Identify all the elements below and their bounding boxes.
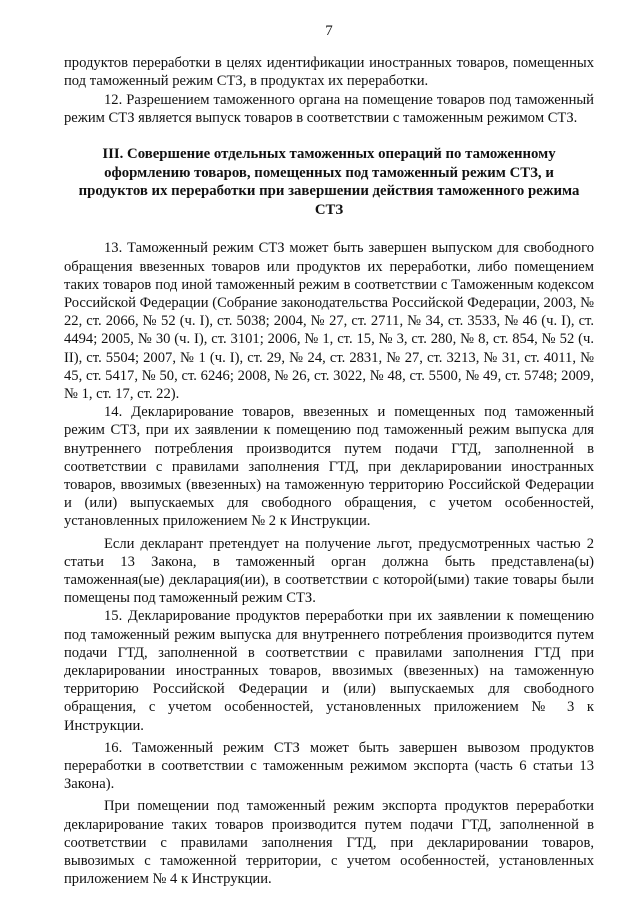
paragraph-continuation: продуктов переработки в целях идентификации иностранных товаров, помещенных под таможенный режим СТЗ, в продуктах их переработки. xyxy=(64,55,594,90)
paragraph-16: 16. Таможенный режим СТЗ может быть завершен вывозом продуктов переработки в соответствии с таможенным режимом экспорта (часть 6 статьи 13 Закона). xyxy=(64,739,594,793)
paragraph-13: 13. Таможенный режим СТЗ может быть завершен выпуском для свободного обращения ввезенных товаров или продуктов их переработки, либо помещением таких товаров под иной таможенный режим в соответствии с Таможенным кодексом Российской Федерации (Собрание законодательства Российской Федерации, 2003, № 22, ст. 2066, № 52 (ч. I), ст. 5038; 2004, № 27, ст. 2711, № 34, ст. 3533, № 46 (ч. I), ст. 4494; 2005, № 30 (ч. I), ст. 3101; 2006, № 1, ст. 15, № 3, ст. 280, № 8, ст. 854, № 52 (ч. II), ст. 5504; 2007, № 1 (ч. I), ст. 29, № 24, ст. 2831, № 27, ст. 3213, № 31, ст. 4011, № 45, ст. 5417, № 50, ст. 6246; 2008, № 26, ст. 3022, № 48, ст. 5500, № 49, ст. 5748; 2009, № 1, ст. 17, ст. 22). xyxy=(64,240,594,403)
page-number: 7 xyxy=(325,23,333,39)
document-page xyxy=(64,22,594,889)
section-heading: III. Совершение отдельных таможенных операций по таможенному оформлению товаров, помещенных под таможенный режим СТЗ, и продуктов их переработки при завершении действия таможенного режима СТЗ xyxy=(78,146,580,218)
paragraph-16-export: При помещении под таможенный режим экспорта продуктов переработки декларирование таких товаров производится путем подачи ГТД, заполненной в соответствии с правилами заполнения ГТД, при декларировании товаров, вывозимых с таможенной территории, с учетом особенностей, установленных приложением № 4 к Инструкции. xyxy=(64,798,594,888)
paragraph-14: 14. Декларирование товаров, ввезенных и помещенных под таможенный режим СТЗ, при их заявлении к помещению под таможенный режим выпуска для внутреннего потребления производится путем подачи ГТД, заполненной в соответствии с правилами заполнения ГТД, при декларировании иностранных товаров, ввозимых (ввезенных) на таможенную территорию Российской Федерации и (или) выпускаемых для свободного обращения, с учетом особенностей, установленных приложением № 2 к Инструкции. xyxy=(64,404,594,530)
paragraph-14-benefits: Если декларант претендует на получение льгот, предусмотренных частью 2 статьи 13 Закона, в таможенный орган должна быть представлена(ы) таможенная(ые) декларация(ии), в соответствии с которой(ыми) такие товары были помещены под таможенный режим СТЗ. xyxy=(64,535,594,607)
paragraph-12: 12. Разрешением таможенного органа на помещение товаров под таможенный режим СТЗ является выпуск товаров в соответствии с таможенным режимом СТЗ. xyxy=(64,91,594,126)
paragraph-15: 15. Декларирование продуктов переработки при их заявлении к помещению под таможенный режим выпуска для внутреннего потребления производится путем подачи ГТД, заполненной в соответствии с правилами заполнения ГТД при декларировании иностранных товаров, ввозимых (ввезенных) на таможенную территорию Российской Федерации и (или) выпускаемых для свободного обращения, с учетом особенностей, установленных приложением № 3 к Инструкции. xyxy=(64,608,594,734)
